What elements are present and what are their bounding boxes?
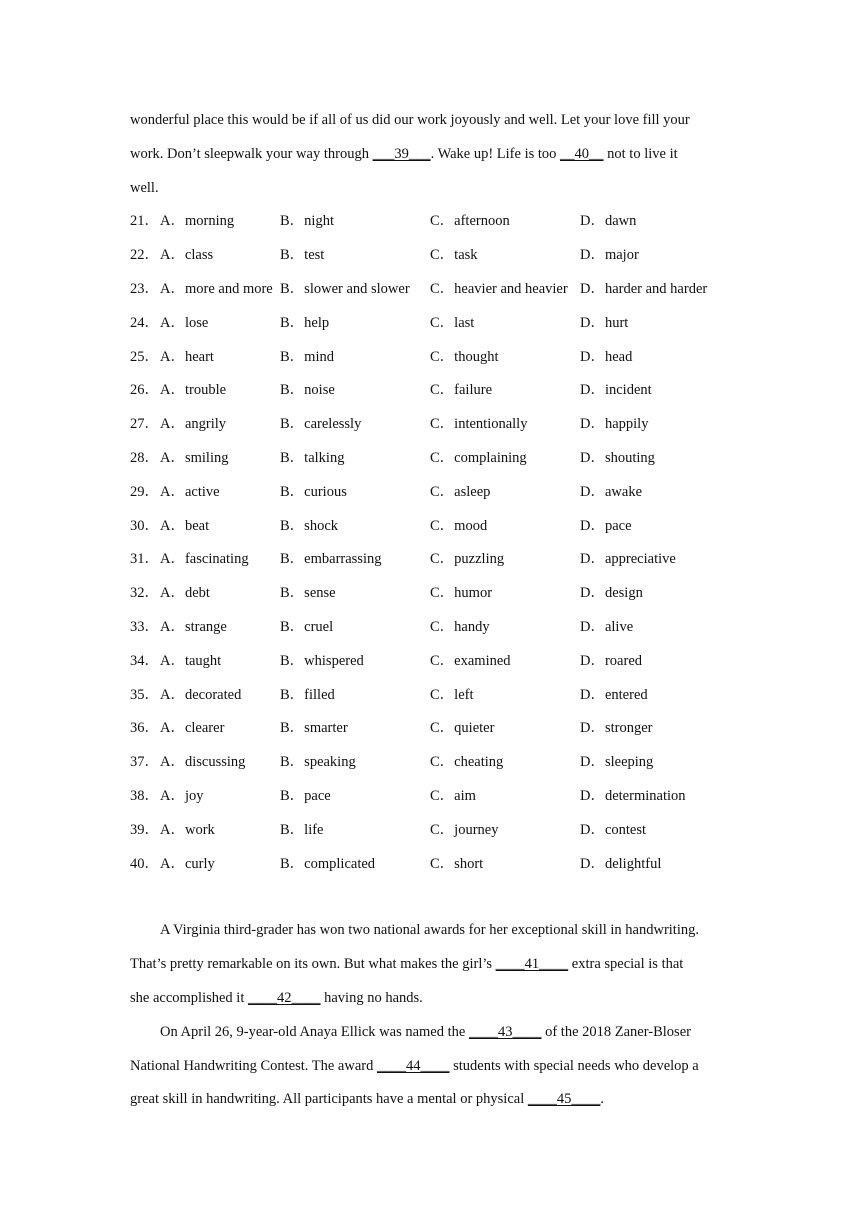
question-number: 38． [130, 787, 159, 804]
option-d: D．roared [580, 652, 643, 669]
question-row [130, 577, 730, 611]
option-c: C．quieter [430, 720, 495, 737]
question-row [130, 712, 730, 746]
question-row [130, 780, 730, 814]
option-a: A．taught [160, 652, 222, 669]
option-b: B．noise [280, 382, 335, 399]
passage2-line-3 [130, 982, 730, 1016]
question-number: 39． [130, 821, 159, 838]
option-c: C．thought [430, 348, 499, 365]
text: work. Don’t sleepwalk your way through [130, 145, 373, 162]
document-page [130, 104, 730, 1117]
option-d: D．entered [580, 686, 648, 703]
option-b: B．test [280, 247, 325, 264]
option-b: B．slower and slower [280, 280, 410, 297]
option-d: D．shouting [580, 449, 655, 466]
option-b: B．shock [280, 517, 338, 534]
question-number: 37． [130, 754, 159, 771]
question-number: 29． [130, 483, 159, 500]
question-row [130, 746, 730, 780]
intro-line-2 [130, 138, 730, 172]
option-c: C．asleep [430, 483, 491, 500]
question-number: 40． [130, 855, 159, 872]
option-a: A．debt [160, 585, 210, 602]
option-d: D．determination [580, 787, 686, 804]
question-number: 31． [130, 551, 159, 568]
option-d: D．happily [580, 416, 649, 433]
option-a: A．angrily [160, 416, 227, 433]
question-list [130, 205, 730, 881]
passage2-line-5 [130, 1050, 730, 1084]
question-number: 21． [130, 213, 159, 230]
text: . [600, 1091, 604, 1108]
question-number: 23． [130, 280, 159, 297]
option-a: A．heart [160, 348, 214, 365]
blank-39: ___39___ [372, 145, 431, 162]
option-d: D．sleeping [580, 754, 654, 771]
option-c: C．intentionally [430, 416, 528, 433]
option-d: D．head [580, 348, 633, 365]
question-number: 32． [130, 585, 159, 602]
option-a: A．class [160, 247, 214, 264]
blank-41: ____41____ [495, 956, 569, 973]
option-d: D．awake [580, 483, 643, 500]
option-c: C．cheating [430, 754, 504, 771]
option-a: A．morning [160, 213, 235, 230]
option-c: C．heavier and heavier [430, 280, 568, 297]
option-a: A．clearer [160, 720, 225, 737]
question-row [130, 205, 730, 239]
text: On April 26, 9-year-old Anaya Ellick was named the [160, 1023, 469, 1040]
option-d: D．pace [580, 517, 632, 534]
option-a: A．joy [160, 787, 204, 804]
question-row [130, 442, 730, 476]
option-c: C．examined [430, 652, 511, 669]
question-row [130, 341, 730, 375]
option-a: A．smiling [160, 449, 229, 466]
option-a: A．trouble [160, 382, 227, 399]
option-b: B．night [280, 213, 334, 230]
text: National Handwriting Contest. The award [130, 1057, 377, 1074]
blank-43: ____43____ [468, 1023, 542, 1040]
option-c: C．afternoon [430, 213, 510, 230]
option-a: A．discussing [160, 754, 246, 771]
option-c: C．task [430, 247, 478, 264]
text: wonderful place this would be if all of us did our work joyously and well. Let your love fill your [130, 112, 690, 128]
option-b: B．filled [280, 686, 335, 703]
option-c: C．puzzling [430, 551, 505, 568]
question-row [130, 645, 730, 679]
question-row [130, 239, 730, 273]
question-row [130, 848, 730, 882]
option-a: A．strange [160, 618, 227, 635]
question-number: 30． [130, 517, 159, 534]
blank-40: __40__ [560, 145, 604, 162]
option-d: D．dawn [580, 213, 637, 230]
question-row [130, 611, 730, 645]
option-c: C．mood [430, 517, 488, 534]
option-a: A．more and more [160, 280, 273, 297]
option-c: C．journey [430, 821, 499, 838]
passage2-line-2 [130, 948, 730, 982]
passage2-line-4 [130, 1016, 730, 1050]
option-b: B．embarrassing [280, 551, 382, 568]
option-c: C．complaining [430, 449, 527, 466]
option-d: D．delightful [580, 855, 662, 872]
blank-42: ____42____ [247, 989, 321, 1006]
question-number: 22． [130, 247, 159, 264]
text: having no hands. [320, 989, 423, 1006]
question-row [130, 408, 730, 442]
text: That’s pretty remarkable on its own. But what makes the girl’s [130, 956, 496, 973]
option-b: B．help [280, 314, 330, 331]
text: well. [130, 179, 159, 196]
question-number: 25． [130, 348, 159, 365]
question-number: 33． [130, 618, 159, 635]
text: of the 2018 Zaner-Bloser [541, 1023, 691, 1040]
option-c: C．last [430, 314, 475, 331]
option-b: B．complicated [280, 855, 376, 872]
option-a: A．fascinating [160, 551, 249, 568]
option-d: D．alive [580, 618, 634, 635]
option-c: C．humor [430, 585, 493, 602]
section-gap [130, 881, 730, 914]
text: . Wake up! Life is too [430, 145, 561, 162]
option-b: B．pace [280, 787, 331, 804]
option-d: D．contest [580, 821, 647, 838]
option-a: A．beat [160, 517, 210, 534]
question-number: 26． [130, 382, 159, 399]
option-a: A．active [160, 483, 220, 500]
option-b: B．cruel [280, 618, 334, 635]
question-number: 27． [130, 416, 159, 433]
option-c: C．short [430, 855, 484, 872]
passage2-line-1 [130, 914, 730, 948]
intro-line-1 [130, 104, 730, 138]
question-number: 34． [130, 652, 159, 669]
question-row [130, 374, 730, 408]
blank-45: ____45____ [527, 1091, 601, 1108]
question-row [130, 679, 730, 713]
option-c: C．left [430, 686, 474, 703]
question-row [130, 510, 730, 544]
option-b: B．speaking [280, 754, 356, 771]
question-number: 35． [130, 686, 159, 703]
option-b: B．mind [280, 348, 334, 365]
intro-line-3 [130, 172, 730, 206]
question-number: 24． [130, 314, 159, 331]
option-a: A．work [160, 821, 215, 838]
option-c: C．aim [430, 787, 476, 804]
option-d: D．incident [580, 382, 652, 399]
option-d: D．hurt [580, 314, 629, 331]
text: students with special needs who develop a [449, 1057, 699, 1074]
text: she accomplished it [130, 989, 248, 1006]
option-d: D．design [580, 585, 643, 602]
text: extra special is that [568, 956, 684, 973]
text: not to live it [603, 145, 678, 162]
option-b: B．whispered [280, 652, 364, 669]
question-row [130, 476, 730, 510]
option-b: B．sense [280, 585, 336, 602]
option-d: D．appreciative [580, 551, 676, 568]
blank-44: ____44____ [376, 1057, 450, 1074]
option-a: A．decorated [160, 686, 242, 703]
option-c: C．handy [430, 618, 490, 635]
option-d: D．stronger [580, 720, 653, 737]
option-c: C．failure [430, 382, 493, 399]
question-row [130, 543, 730, 577]
option-d: D．major [580, 247, 639, 264]
question-row [130, 307, 730, 341]
text: A Virginia third-grader has won two national awards for her exceptional skill in handwriting. [160, 922, 699, 939]
option-b: B．smarter [280, 720, 348, 737]
option-b: B．talking [280, 449, 345, 466]
option-a: A．curly [160, 855, 215, 872]
option-b: B．curious [280, 483, 347, 500]
option-d: D．harder and harder [580, 280, 708, 297]
option-a: A．lose [160, 314, 209, 331]
question-number: 36． [130, 720, 159, 737]
question-number: 28． [130, 449, 159, 466]
text: great skill in handwriting. All participants have a mental or physical [130, 1091, 528, 1108]
question-row [130, 814, 730, 848]
option-b: B．carelessly [280, 416, 362, 433]
passage2-line-6 [130, 1083, 730, 1117]
question-row [130, 273, 730, 307]
option-b: B．life [280, 821, 324, 838]
